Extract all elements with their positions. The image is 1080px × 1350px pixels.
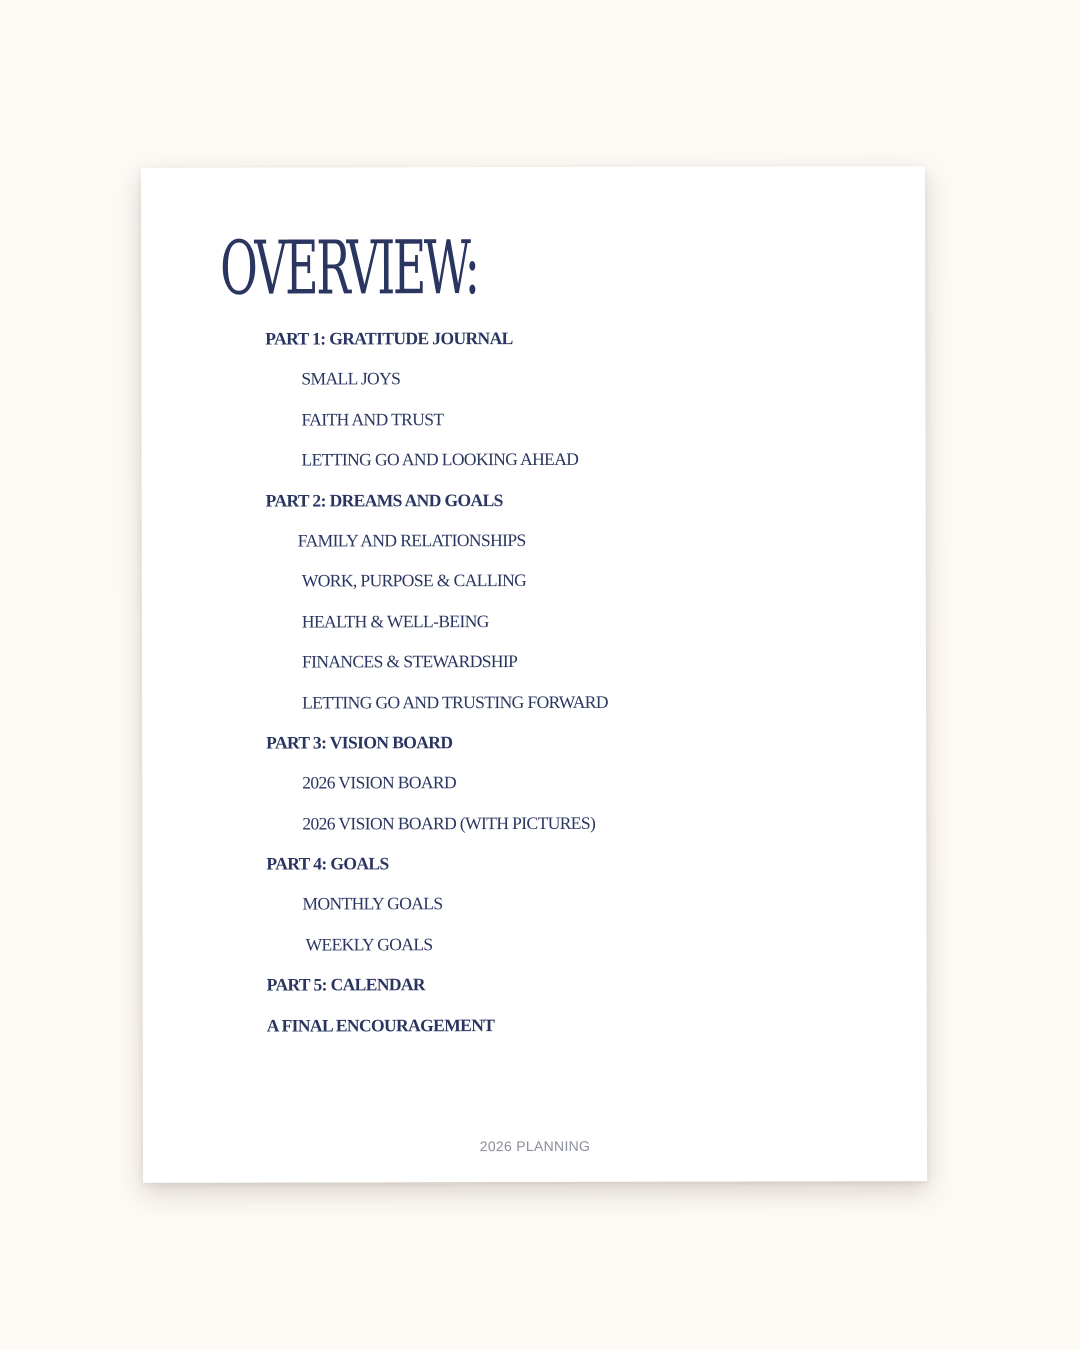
toc-item-health-well-being: HEALTH & WELL-BEING — [301, 610, 489, 632]
document-page — [141, 166, 927, 1183]
toc-item-weekly-goals: WEEKLY GOALS — [305, 934, 433, 955]
page-title: OVERVIEW: — [220, 225, 478, 312]
toc-item-2026-vision-board: 2026 VISION BOARD — [302, 772, 457, 793]
page-footer: 2026 PLANNING — [479, 1137, 591, 1155]
table-of-contents — [265, 328, 608, 1056]
toc-item-finances-stewardship: FINANCES & STEWARDSHIP — [301, 651, 518, 672]
toc-item-family-relationships: FAMILY AND RELATIONSHIPS — [297, 529, 526, 551]
toc-part-calendar: PART 5: CALENDAR — [266, 974, 425, 995]
toc-part-gratitude-journal: PART 1: GRATITUDE JOURNAL — [265, 328, 513, 349]
toc-item-2026-vision-board-pictures: 2026 VISION BOARD (WITH PICTURES) — [302, 812, 596, 834]
toc-part-vision-board: PART 3: VISION BOARD — [266, 732, 453, 753]
toc-item-work-purpose-calling: WORK, PURPOSE & CALLING — [301, 570, 527, 591]
toc-item-small-joys: SMALL JOYS — [301, 368, 401, 389]
toc-part-goals: PART 4: GOALS — [266, 853, 389, 874]
toc-item-letting-go-trusting-forward: LETTING GO AND TRUSTING FORWARD — [302, 691, 608, 713]
toc-item-faith-and-trust: FAITH AND TRUST — [301, 408, 444, 430]
toc-part-dreams-and-goals: PART 2: DREAMS AND GOALS — [265, 489, 503, 511]
toc-part-final-encouragement: A FINAL ENCOURAGEMENT — [266, 1014, 495, 1036]
toc-item-monthly-goals: MONTHLY GOALS — [302, 893, 443, 914]
toc-item-letting-go-looking-ahead: LETTING GO AND LOOKING AHEAD — [301, 449, 579, 470]
